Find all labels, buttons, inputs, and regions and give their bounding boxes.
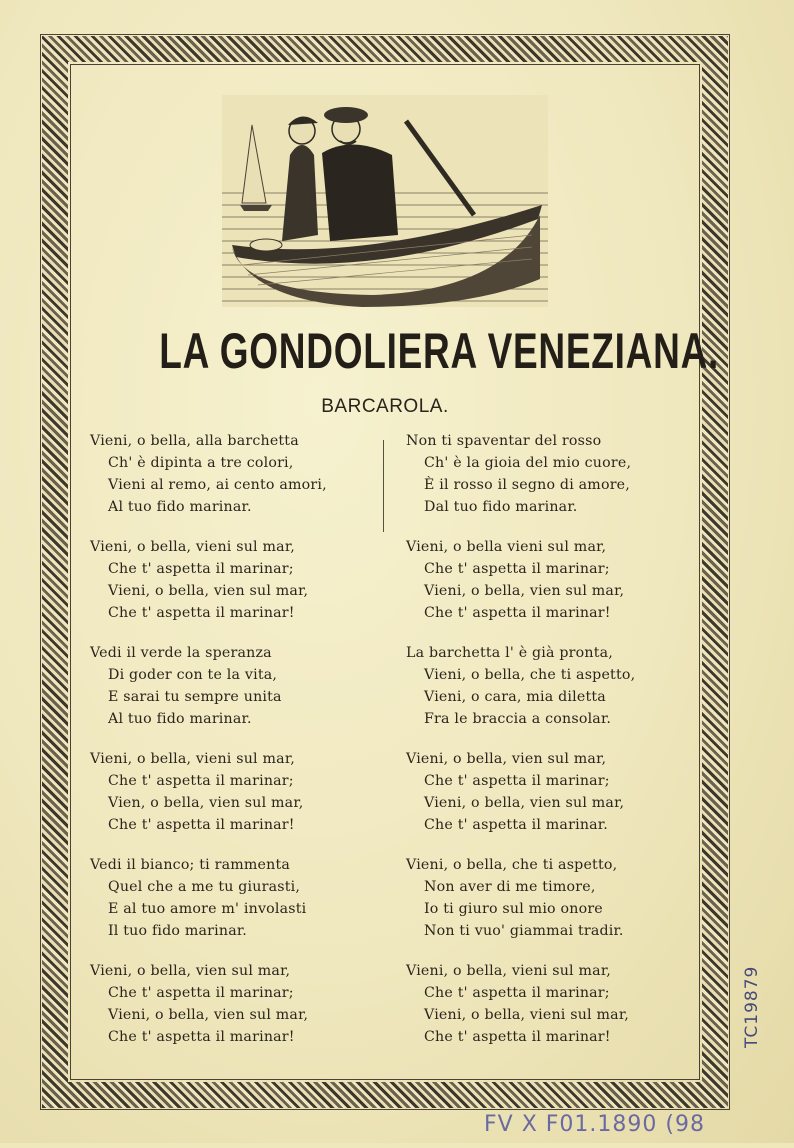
page-subtitle: BARCAROLA. <box>321 396 449 417</box>
verse-line: Vieni, o bella, che ti aspetto, <box>406 857 618 873</box>
verse-line: Vieni, o bella, vien sul mar, <box>90 963 291 979</box>
verse-line: Che t' aspetta il marinar! <box>108 605 295 621</box>
verse-line: È il rosso il segno di amore, <box>424 477 630 493</box>
verse-line: Ch' è dipinta a tre colori, <box>108 455 294 471</box>
verse-line: Che t' aspetta il marinar; <box>424 773 610 789</box>
verse-line: Che t' aspetta il marinar. <box>424 817 608 833</box>
stanza <box>406 960 706 1066</box>
verse-line: Vieni, o bella, che ti aspetto, <box>424 667 636 683</box>
verse-line: Non aver di me timore, <box>424 879 596 895</box>
verse-line: Vieni, o bella, vieni sul mar, <box>406 963 611 979</box>
verse-line: E al tuo amore m' involasti <box>108 901 307 917</box>
page-title: LA GONDOLIERA VENEZIANA. <box>159 323 720 379</box>
verse-line: Quel che a me tu giurasti, <box>108 879 301 895</box>
stanza <box>90 430 390 536</box>
verse-line: Vedi il verde la speranza <box>90 645 272 661</box>
stanza <box>90 536 390 642</box>
stanza <box>90 642 390 748</box>
verse-line: Che t' aspetta il marinar; <box>108 561 294 577</box>
stanza <box>90 854 390 960</box>
verse-line: Vieni, o bella, vieni sul mar, <box>90 539 295 555</box>
verse-line: Al tuo fido marinar. <box>108 711 252 727</box>
handwritten-shelfmark: FV X F01.1890 (98 <box>484 1112 705 1137</box>
gondola-couple-illustration <box>222 95 548 307</box>
verse-line: Che t' aspetta il marinar; <box>424 985 610 1001</box>
verse-line: La barchetta l' è già pronta, <box>406 645 614 661</box>
verse-line: Che t' aspetta il marinar; <box>424 561 610 577</box>
verse-line: Vieni al remo, ai cento amori, <box>108 477 327 493</box>
verse-line: Vieni, o bella vieni sul mar, <box>406 539 607 555</box>
verse-line: Che t' aspetta il marinar! <box>108 1029 295 1045</box>
catalog-number: TC19879 <box>742 965 762 1048</box>
verse-line: Vien, o bella, vien sul mar, <box>108 795 304 811</box>
verse-line: Vieni, o bella, vien sul mar, <box>424 583 625 599</box>
left-column <box>90 430 390 1066</box>
verse-line: Che t' aspetta il marinar! <box>424 1029 611 1045</box>
catalog-stamp-area <box>738 965 768 1148</box>
verse-line: Vieni, o bella, vien sul mar, <box>108 583 309 599</box>
verse-line: Ch' è la gioia del mio cuore, <box>424 455 632 471</box>
verse-line: Di goder con te la vita, <box>108 667 278 683</box>
stanza <box>406 854 706 960</box>
verse-line: Non ti spaventar del rosso <box>406 433 602 449</box>
right-column <box>406 430 706 1066</box>
stanza <box>406 536 706 642</box>
verse-line: E sarai tu sempre unita <box>108 689 282 705</box>
verse-line: Vieni, o bella, vien sul mar, <box>108 1007 309 1023</box>
stanza <box>406 748 706 854</box>
verse-line: Che t' aspetta il marinar! <box>108 817 295 833</box>
verse-line: Che t' aspetta il marinar! <box>424 605 611 621</box>
stanza <box>406 642 706 748</box>
verse-line: Che t' aspetta il marinar; <box>108 985 294 1001</box>
verse-line: Vieni, o bella, alla barchetta <box>90 433 299 449</box>
verse-line: Vieni, o bella, vieni sul mar, <box>424 1007 629 1023</box>
verse-line: Che t' aspetta il marinar; <box>108 773 294 789</box>
verse-line: Vieni, o bella, vien sul mar, <box>424 795 625 811</box>
verse-line: Fra le braccia a consolar. <box>424 711 612 727</box>
verse-line: Vieni, o bella, vieni sul mar, <box>90 751 295 767</box>
verse-line: Vieni, o cara, mia diletta <box>424 689 606 705</box>
verse-line: Dal tuo fido marinar. <box>424 499 578 515</box>
verse-line: Non ti vuo' giammai tradir. <box>424 923 624 939</box>
verse-line: Io ti giuro sul mio onore <box>424 901 603 917</box>
verse-line: Al tuo fido marinar. <box>108 499 252 515</box>
stanza <box>90 960 390 1066</box>
stanza <box>406 430 706 536</box>
stanza <box>90 748 390 854</box>
verse-line: Vieni, o bella, vien sul mar, <box>406 751 607 767</box>
verse-line: Il tuo fido marinar. <box>108 923 248 939</box>
verse-line: Vedi il bianco; ti rammenta <box>90 857 291 873</box>
